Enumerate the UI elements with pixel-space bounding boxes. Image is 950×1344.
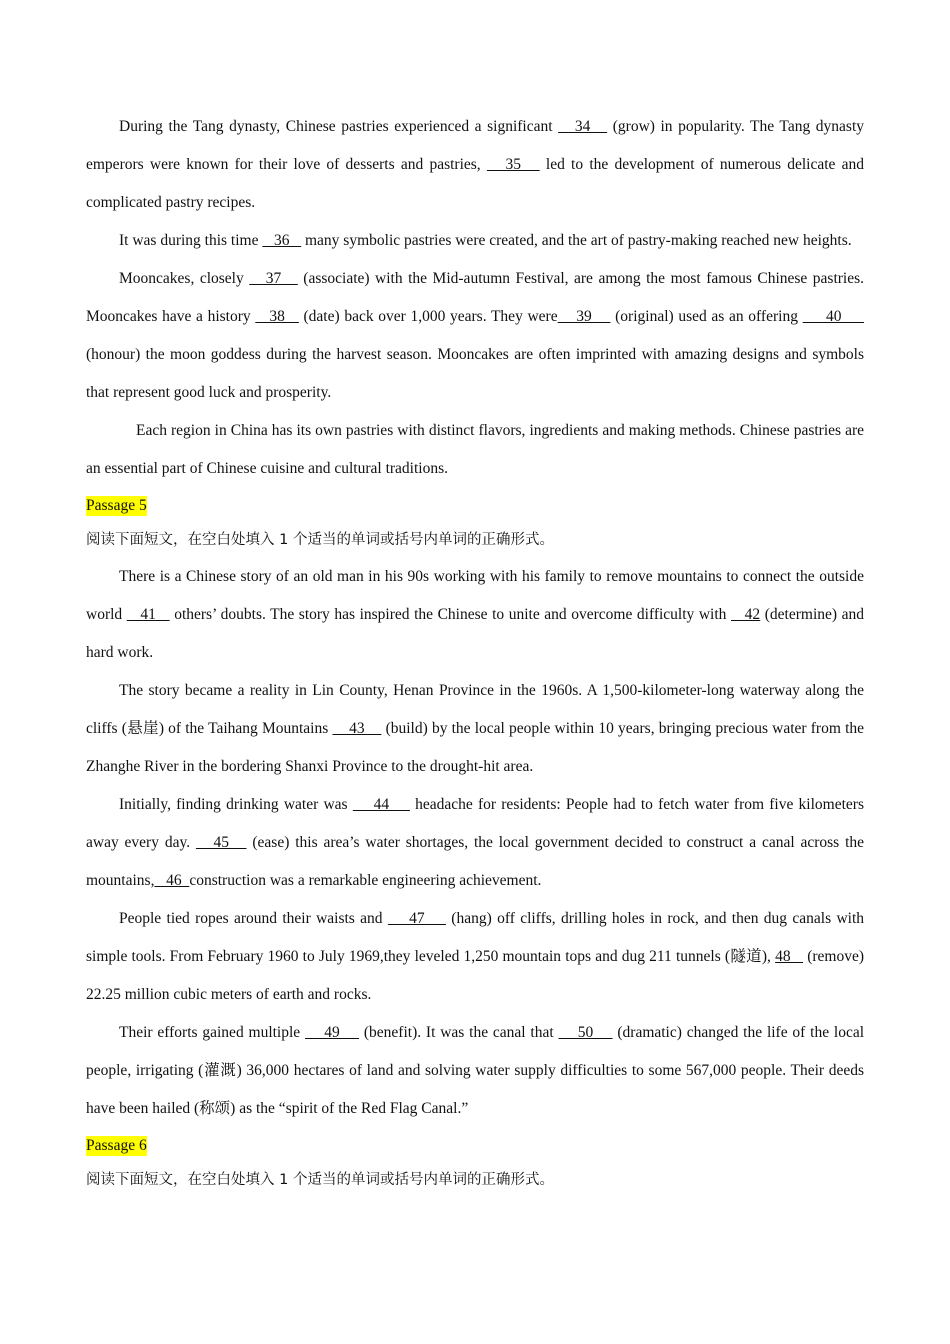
text-run: Mooncakes, closely [119, 270, 250, 287]
text-run: (benefit). It was the canal that [359, 1024, 559, 1041]
text-run: Initially, finding drinking water was [119, 796, 353, 813]
blank-40: 40 [802, 308, 865, 325]
blank-46: 46 [154, 872, 190, 889]
text-run: People tied ropes around their waists and [119, 910, 388, 927]
blank-49: 49 [305, 1024, 360, 1041]
blank-47: 47 [387, 910, 446, 927]
passage-5-label: Passage 5 [86, 497, 147, 514]
text-run: (hang) off cliffs, drilling holes in rock, and then dug canals with simple tools. From February 1960 to July 1969,they leveled 1,250 mountain tops and dug 211 tunnels (隧道), [86, 910, 864, 965]
text-run: (grow) in popularity. The Tang dynasty emperors were known for their love of desserts and pastries, [86, 118, 864, 173]
blank-35: 35 [486, 156, 540, 173]
text-run: The story became a reality in Lin County, Henan Province in the 1960s. A 1,500-kilometer-long waterway along the cliffs (悬崖) of the Taihang Mountains [86, 682, 864, 737]
text-run: construction was a remarkable engineering achievement. [189, 872, 542, 889]
blank-48: 48 [775, 948, 804, 965]
blank-43: 43 [332, 720, 382, 737]
blank-39: 39 [557, 308, 611, 325]
paragraph-efforts-benefits [86, 1014, 864, 1128]
text-run: (build) by the local people within 10 years, bringing precious water from the Zhanghe River in the bordering Shanxi Province to the drought-hit area. [86, 720, 865, 775]
passage-6-label: Passage 6 [86, 1137, 147, 1154]
blank-38: 38 [255, 308, 299, 325]
paragraph-ropes-cliffs [86, 900, 864, 1014]
paragraph-lin-county [86, 672, 864, 786]
paragraph-symbolic-pastries [86, 222, 864, 260]
text-run: During the Tang dynasty, Chinese pastries experienced a significant [119, 118, 559, 135]
blank-37: 37 [249, 270, 298, 287]
text-run: led to the development of numerous delicate and complicated pastry recipes. [86, 156, 865, 211]
blank-41: 41 [126, 606, 170, 623]
paragraph-tang-dynasty [86, 108, 864, 222]
passage-5-instruction: 阅读下面短文，在空白处填入 1 个适当的单词或括号内单词的正确形式。 [86, 532, 554, 548]
text-run: (associate) with the Mid-autumn Festival, are among the most famous Chinese pastries. Mooncakes have a history [86, 270, 865, 325]
passage-6-instruction: 阅读下面短文，在空白处填入 1 个适当的单词或括号内单词的正确形式。 [86, 1172, 554, 1188]
document-page [86, 108, 864, 1198]
passage-6-heading [86, 1128, 864, 1163]
passage-5-heading [86, 488, 864, 523]
text-run: (determine) and hard work. [86, 606, 864, 661]
blank-44: 44 [352, 796, 410, 813]
text-run: It was during this time [119, 232, 263, 249]
text-run: (dramatic) changed the life of the local people, irrigating (灌溉) 36,000 hectares of land and solving water supply difficulties to some 567,000 people. Their deeds have been hailed (称颂) as the “spirit of the Red Flag Canal.” [86, 1024, 865, 1117]
blank-50: 50 [558, 1024, 613, 1041]
text-run: (honour) the moon goddess during the harvest season. Mooncakes are often imprinted with amazing designs and symbols that represent good luck and prosperity. [86, 346, 864, 401]
paragraph-old-man-story [86, 558, 864, 672]
text-run: many symbolic pastries were created, and the art of pastry-making reached new heights. [301, 232, 852, 249]
text-run: Their efforts gained multiple [119, 1024, 305, 1041]
blank-42: 42 [730, 606, 761, 623]
text-run: (date) back over 1,000 years. They were [298, 308, 558, 325]
paragraph-drinking-water [86, 786, 864, 900]
text-run: (remove) 22.25 million cubic meters of earth and rocks. [86, 948, 865, 1003]
blank-45: 45 [195, 834, 247, 851]
text-run: (original) used as an offering [610, 308, 803, 325]
paragraph-mooncakes [86, 260, 864, 412]
blank-34: 34 [558, 118, 608, 135]
text-run: others’ doubts. The story has inspired the Chinese to unite and overcome difficulty with [169, 606, 731, 623]
blank-36: 36 [262, 232, 302, 249]
text-run: There is a Chinese story of an old man in his 90s working with his family to remove mountains to connect the outside world [86, 568, 864, 623]
text-run: headache for residents: People had to fetch water from five kilometers away every day. [86, 796, 864, 851]
text-run: (ease) this area’s water shortages, the local government decided to construct a canal across the mountains, [86, 834, 865, 889]
paragraph-regional-pastries: Each region in China has its own pastries with distinct flavors, ingredients and making methods. Chinese pastries are an essential part of Chinese cuisine and cultural traditions. [86, 422, 864, 477]
